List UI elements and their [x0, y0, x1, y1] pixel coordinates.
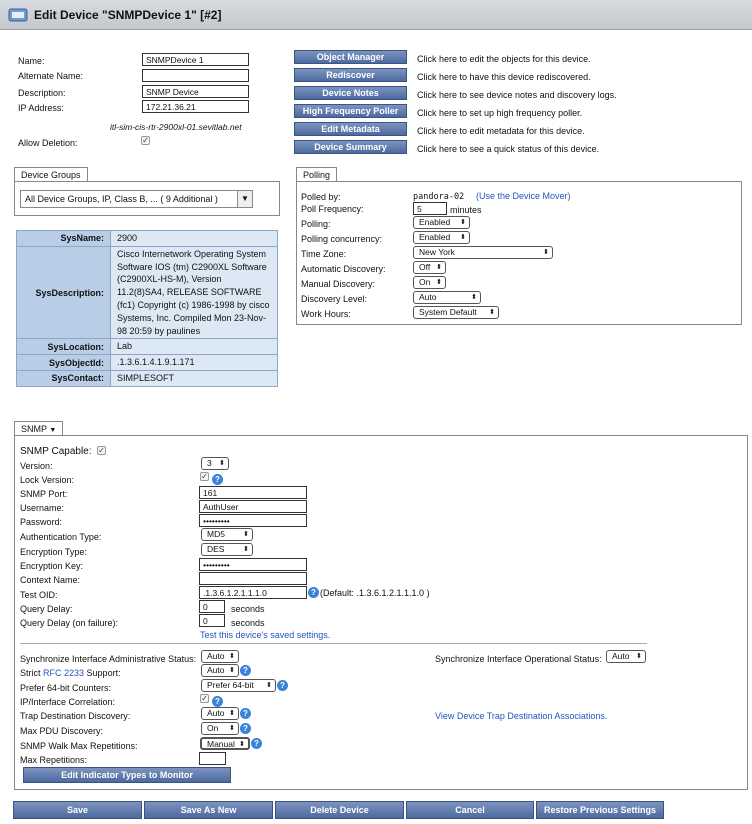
test-oid-label: Test OID: [20, 590, 58, 600]
snmp-capable-label: SNMP Capable: [20, 446, 92, 457]
work-hours-label: Work Hours: [301, 309, 351, 319]
edit-indicator-types-button[interactable]: Edit Indicator Types to Monitor [23, 767, 231, 783]
rediscover-desc: Click here to have this device rediscovered. [417, 72, 591, 82]
divider [20, 643, 647, 644]
context-name-label: Context Name: [20, 575, 81, 585]
strict-rfc-prefix: Strict [20, 668, 44, 678]
chevron-down-icon[interactable]: ▼ [237, 190, 253, 208]
sync-admin-status-select[interactable] [201, 650, 239, 663]
manual-discovery-value: On [419, 277, 431, 287]
automatic-discovery-select[interactable] [413, 261, 446, 274]
sysdescription-key: SysDescription: [17, 246, 111, 339]
strict-rfc-select[interactable] [201, 664, 239, 677]
polling-select-value: Enabled [419, 217, 451, 227]
alternate-name-input[interactable] [142, 69, 249, 82]
device-notes-button[interactable]: Device Notes [294, 86, 407, 100]
sysdescription-value: Cisco Internetwork Operating System Software IOS (tm) C2900XL Software (C2900XL-HS-M), Version 11.2(8)SA4, RELEASE SOFTWARE (fc1) Copyright (c) 1986-1998 by cisco Systems, Inc. Compiled Mon 23-Nov-98 20:59 by paulines [111, 246, 278, 339]
snmp-capable-checkbox[interactable]: ✓ [98, 446, 105, 455]
edit-metadata-button[interactable]: Edit Metadata [294, 122, 407, 136]
authentication-type-select[interactable] [201, 528, 253, 541]
poll-frequency-unit: minutes [450, 205, 482, 215]
sysobjectid-key: SysObjectId: [17, 355, 111, 371]
help-icon[interactable]: ? [212, 474, 223, 485]
test-oid-default: (Default: .1.3.6.1.2.1.1.1.0 ) [320, 588, 430, 598]
updown-icon: ⬍ [460, 219, 466, 226]
context-name-input[interactable] [199, 572, 307, 585]
alternate-name-label: Alternate Name: [18, 71, 84, 81]
polling-label: Polling: [301, 219, 331, 229]
poll-frequency-label: Poll Frequency: [301, 204, 364, 214]
encryption-type-value: DES [207, 544, 225, 554]
syslocation-value: Lab [111, 339, 278, 355]
max-repetitions-label: Max Repetitions: [20, 755, 88, 765]
updown-icon: ⬍ [243, 531, 249, 538]
updown-icon: ⬍ [543, 249, 549, 256]
polling-concurrency-value: Enabled [419, 232, 451, 242]
syslocation-key: SysLocation: [17, 339, 111, 355]
updown-icon: ⬍ [229, 710, 235, 717]
time-zone-value: New York [419, 247, 455, 257]
version-value: 3 [207, 458, 212, 468]
prefer-64bit-label: Prefer 64-bit Counters: [20, 683, 112, 693]
encryption-type-select[interactable] [201, 543, 253, 556]
syscontact-value: SIMPLESOFT [111, 370, 278, 386]
query-delay-failure-unit: seconds [231, 618, 265, 628]
help-icon[interactable]: ? [251, 738, 262, 749]
description-label: Description: [18, 88, 66, 98]
polling-concurrency-select[interactable] [413, 231, 470, 244]
device-summary-button[interactable]: Device Summary [294, 140, 407, 154]
encryption-key-label: Encryption Key: [20, 561, 84, 571]
high-frequency-poller-desc: Click here to set up high frequency poller. [417, 108, 583, 118]
username-label: Username: [20, 503, 65, 513]
encryption-key-input[interactable]: ••••••••• [199, 558, 307, 571]
edit-metadata-desc: Click here to edit metadata for this device. [417, 126, 585, 136]
description-input[interactable]: SNMP Device [142, 85, 249, 98]
work-hours-value: System Default [419, 307, 477, 317]
strict-rfc-suffix: Support: [84, 668, 121, 678]
updown-icon: ⬍ [471, 294, 477, 301]
tab-device-groups[interactable]: Device Groups [14, 167, 88, 182]
sysname-key: SysName: [17, 231, 111, 247]
version-label: Version: [20, 461, 53, 471]
save-button[interactable]: Save [13, 801, 142, 819]
trap-destination-select[interactable] [201, 707, 239, 720]
authentication-type-label: Authentication Type: [20, 532, 102, 542]
automatic-discovery-value: Off [419, 262, 431, 272]
sync-oper-status-select[interactable] [606, 650, 646, 663]
help-icon[interactable]: ? [277, 680, 288, 691]
rfc-2233-link[interactable]: RFC 2233 [43, 668, 85, 678]
encryption-type-label: Encryption Type: [20, 547, 87, 557]
allow-deletion-label: Allow Deletion: [18, 138, 78, 148]
walk-max-repetitions-select[interactable] [200, 737, 250, 750]
time-zone-label: Time Zone: [301, 249, 347, 259]
polling-select[interactable] [413, 216, 470, 229]
trap-destination-label: Trap Destination Discovery: [20, 711, 131, 721]
name-input[interactable]: SNMPDevice 1 [142, 53, 249, 66]
prefer-64bit-select[interactable] [201, 679, 276, 692]
help-icon[interactable]: ? [240, 708, 251, 719]
page-title: Edit Device "SNMPDevice 1" [#2] [34, 8, 222, 22]
syscontact-key: SysContact: [17, 370, 111, 386]
device-hostname: itl-sim-cis-rtr-2900xl-01.sevitlab.net [110, 122, 242, 132]
high-frequency-poller-button[interactable]: High Frequency Poller [294, 104, 407, 118]
device-notes-desc: Click here to see device notes and discovery logs. [417, 90, 617, 100]
walk-max-repetitions-label: SNMP Walk Max Repetitions: [20, 741, 138, 751]
cancel-button[interactable]: Cancel [406, 801, 534, 819]
work-hours-select[interactable] [413, 306, 499, 319]
strict-rfc-value: Auto [207, 665, 225, 675]
password-input[interactable]: ••••••••• [199, 514, 307, 527]
sync-oper-status-value: Auto [612, 651, 630, 661]
manual-discovery-label: Manual Discovery: [301, 279, 376, 289]
lock-version-checkbox[interactable]: ✓ [201, 472, 208, 481]
max-pdu-label: Max PDU Discovery: [20, 726, 104, 736]
updown-icon: ⬍ [436, 264, 442, 271]
device-summary-desc: Click here to see a quick status of this device. [417, 144, 600, 154]
query-delay-failure-label: Query Delay (on failure): [20, 618, 119, 628]
discovery-level-select[interactable] [413, 291, 481, 304]
strict-rfc-label [20, 668, 121, 678]
snmp-panel [14, 435, 748, 790]
name-label: Name: [18, 56, 45, 66]
discovery-level-value: Auto [419, 292, 437, 302]
max-pdu-value: On [207, 723, 219, 733]
updown-icon: ⬍ [219, 460, 225, 467]
query-delay-input[interactable]: 0 [199, 600, 225, 613]
restore-previous-settings-button[interactable]: Restore Previous Settings [536, 801, 664, 819]
updown-icon: ⬍ [436, 279, 442, 286]
updown-icon: ⬍ [243, 546, 249, 553]
trap-destination-value: Auto [207, 708, 225, 718]
help-icon[interactable]: ? [308, 587, 319, 598]
max-repetitions-input[interactable] [199, 752, 226, 765]
rediscover-button[interactable]: Rediscover [294, 68, 407, 82]
lock-version-label: Lock Version: [20, 475, 75, 485]
title-bar [0, 0, 752, 30]
save-as-new-button[interactable]: Save As New [144, 801, 273, 819]
updown-icon: ⬍ [489, 309, 495, 316]
test-oid-input[interactable]: .1.3.6.1.2.1.1.1.0 [199, 586, 307, 599]
updown-icon: ⬍ [229, 653, 235, 660]
sysname-value: 2900 [111, 231, 278, 247]
tab-snmp-label: SNMP [21, 424, 47, 434]
snmp-port-input[interactable]: 161 [199, 486, 307, 499]
ip-address-label: IP Address: [18, 103, 64, 113]
polled-by-label: Polled by: [301, 192, 341, 202]
help-icon[interactable]: ? [240, 723, 251, 734]
automatic-discovery-label: Automatic Discovery: [301, 264, 386, 274]
ip-interface-correlation-checkbox[interactable]: ✓ [201, 694, 208, 703]
password-label: Password: [20, 517, 63, 527]
help-icon[interactable]: ? [240, 665, 251, 676]
prefer-64bit-value: Prefer 64-bit [207, 680, 254, 690]
discovery-level-label: Discovery Level: [301, 294, 368, 304]
max-pdu-select[interactable] [201, 722, 239, 735]
tab-snmp[interactable] [14, 421, 63, 436]
authentication-type-value: MD5 [207, 529, 225, 539]
time-zone-select[interactable] [413, 246, 553, 259]
query-delay-failure-input[interactable]: 0 [199, 614, 225, 627]
walk-max-repetitions-value: Manual [207, 739, 235, 749]
manual-discovery-select[interactable] [413, 276, 446, 289]
system-info-table [16, 230, 278, 387]
sync-admin-status-value: Auto [207, 651, 225, 661]
caret-down-icon: ▼ [49, 427, 57, 434]
updown-icon: ⬍ [229, 667, 235, 674]
updown-icon: ⬍ [229, 725, 235, 732]
username-input[interactable]: AuthUser [199, 500, 307, 513]
sysobjectid-value: .1.3.6.1.4.1.9.1.171 [111, 355, 278, 371]
polling-concurrency-label: Polling concurrency: [301, 234, 383, 244]
sync-admin-status-label: Synchronize Interface Administrative Status: [20, 654, 197, 664]
object-manager-button[interactable]: Object Manager [294, 50, 407, 64]
query-delay-label: Query Delay: [20, 604, 73, 614]
polled-by-value: pandora-02 [413, 192, 465, 202]
sync-oper-status-label: Synchronize Interface Operational Status: [435, 654, 602, 664]
help-icon[interactable]: ? [212, 696, 223, 707]
poll-frequency-input[interactable]: 5 [413, 202, 447, 215]
updown-icon: ⬍ [460, 234, 466, 241]
snmp-port-label: SNMP Port: [20, 489, 68, 499]
updown-icon: ⬍ [239, 741, 245, 748]
tab-polling[interactable]: Polling [296, 167, 337, 182]
version-select[interactable] [201, 457, 229, 470]
updown-icon: ⬍ [266, 682, 272, 689]
device-mover-link[interactable]: (Use the Device Mover) [476, 191, 571, 201]
device-groups-select[interactable]: All Device Groups, IP, Class B, ... ( 9 Additional ) [20, 190, 253, 208]
ip-interface-correlation-label: IP/Interface Correlation: [20, 697, 116, 707]
device-icon [8, 7, 28, 23]
updown-icon: ⬍ [636, 653, 642, 660]
trap-associations-link[interactable]: View Device Trap Destination Associations. [435, 711, 608, 721]
delete-device-button[interactable]: Delete Device [275, 801, 404, 819]
test-settings-link[interactable]: Test this device's saved settings. [200, 630, 331, 640]
allow-deletion-checkbox[interactable]: ✓ [142, 136, 149, 145]
ip-address-input[interactable]: 172.21.36.21 [142, 100, 249, 113]
object-manager-desc: Click here to edit the objects for this device. [417, 54, 591, 64]
query-delay-unit: seconds [231, 604, 265, 614]
